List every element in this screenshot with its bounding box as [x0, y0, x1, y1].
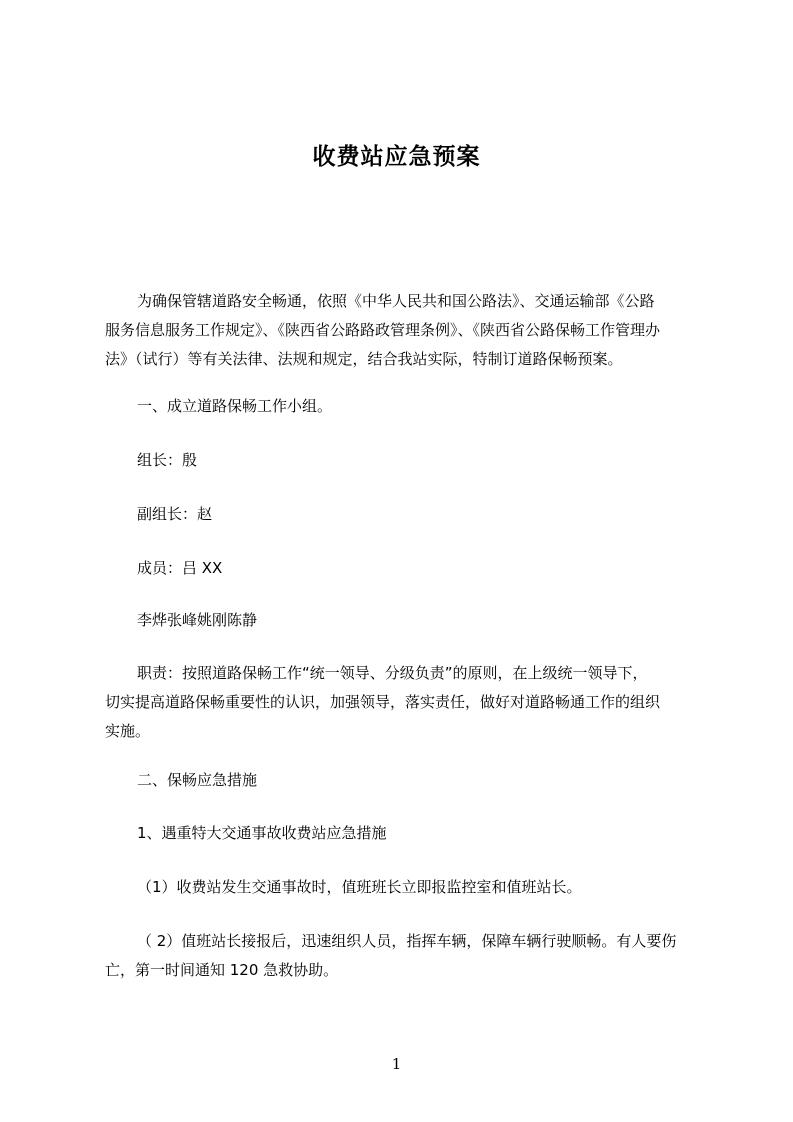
measure-item-1: （1）收费站发生交通事故时，值班班长立即报监控室和值班站长。	[137, 878, 582, 896]
document-title: 收费站应急预案	[312, 144, 481, 170]
duty-line-2: 切实提高道路保畅重要性的认识，加强领导，落实责任，做好对道路畅通工作的组织	[105, 693, 661, 711]
group-members-more: 李烨张峰姚刚陈静	[137, 611, 258, 629]
section2-subheading: 1、遇重特大交通事故收费站应急措施	[137, 824, 387, 842]
group-deputy-leader: 副组长：赵	[137, 505, 213, 523]
measure-item-2	[105, 927, 700, 985]
duty-line-3: 实施。	[105, 722, 151, 740]
duty-paragraph	[105, 659, 700, 746]
duty-line-1: 职责：按照道路保畅工作“统一领导、分级负责”的原则，在上级统一领导下，	[137, 664, 648, 682]
section1-heading: 一、成立道路保畅工作小组。	[137, 397, 333, 415]
item2-line-2: 亡，第一时间通知 120 急救协助。	[105, 961, 339, 979]
group-members: 成员：吕 XX	[137, 559, 223, 577]
section2-heading: 二、保畅应急措施	[137, 771, 258, 789]
group-leader: 组长：殷	[137, 451, 198, 469]
intro-line-2: 服务信息服务工作规定》、《陕西省公路路政管理条例》、《陕西省公路保畅工作管理办	[105, 321, 661, 339]
intro-line-3: 法》（试行）等有关法律、法规和规定，结合我站实际，特制订道路保畅预案。	[105, 350, 623, 368]
intro-line-1: 为确保管辖道路安全畅通，依照《中华人民共和国公路法》、交通运输部《公路	[137, 292, 655, 310]
item2-line-1: （ 2）值班站长接报后，迅速组织人员，指挥车辆，保障车辆行驶顺畅。有人要伤	[137, 932, 677, 950]
page-number: 1	[391, 1055, 402, 1073]
intro-paragraph	[105, 287, 700, 374]
